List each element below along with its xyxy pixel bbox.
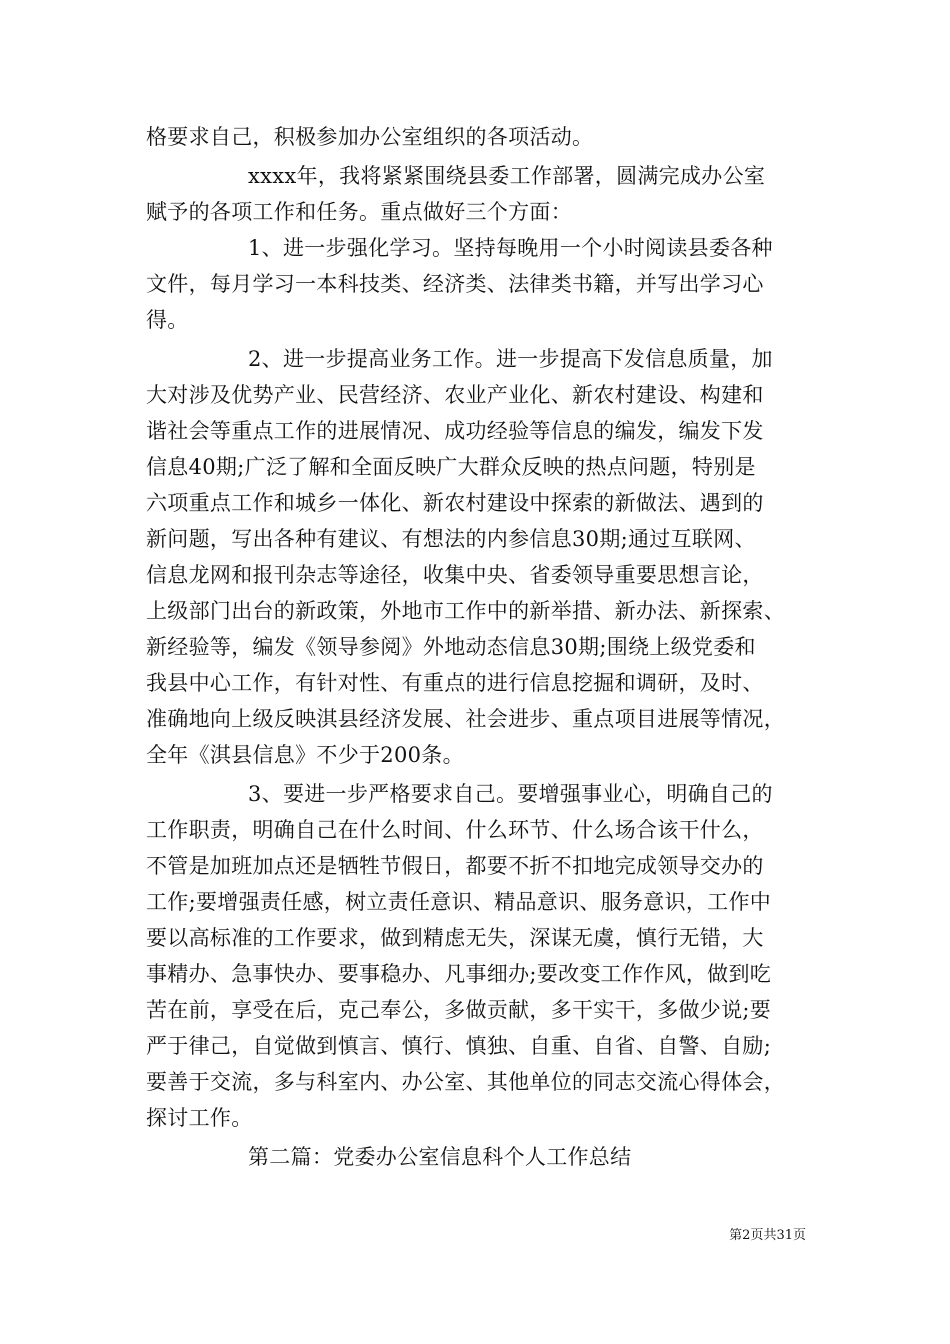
text-line: 严于律己，自觉做到慎言、慎行、慎独、自重、自省、自警、自励;: [146, 1034, 772, 1058]
text-line: 工作职责，明确自己在什么时间、什么环节、什么场合该干什么，: [146, 818, 764, 842]
section-heading: 第二篇：党委办公室信息科个人工作总结: [248, 1145, 632, 1169]
text-line: 准确地向上级反映淇县经济发展、社会进步、重点项目进展等情况，: [146, 707, 785, 731]
text-line: 全年《淇县信息》不少于200条。: [146, 743, 464, 767]
text-line: 谐社会等重点工作的进展情况、成功经验等信息的编发，编发下发: [146, 419, 764, 443]
page-number: 第2页共31页: [729, 1228, 806, 1243]
text-line: 我县中心工作，有针对性、有重点的进行信息挖掘和调研，及时、: [146, 671, 764, 695]
text-line: 新问题，写出各种有建议、有想法的内参信息30期;通过互联网、: [146, 527, 756, 551]
text-line: 事精办、急事快办、要事稳办、凡事细办;要改变工作作风，做到吃: [146, 962, 772, 986]
text-line: 新经验等，编发《领导参阅》外地动态信息30期;围绕上级党委和: [146, 635, 756, 659]
text-line: 得。: [146, 308, 189, 332]
text-line: 1、进一步强化学习。坚持每晚用一个小时阅读县委各种: [248, 236, 773, 260]
text-line: 信息40期;广泛了解和全面反映广大群众反映的热点问题，特别是: [146, 455, 756, 479]
text-line: 3、要进一步严格要求自己。要增强事业心，明确自己的: [248, 782, 773, 806]
text-line: xxxx年，我将紧紧围绕县委工作部署，圆满完成办公室: [248, 164, 766, 188]
text-line: 苦在前，享受在后，克己奉公，多做贡献，多干实干，多做少说;要: [146, 998, 772, 1022]
text-line: 信息龙网和报刊杂志等途径，收集中央、省委领导重要思想言论，: [146, 563, 764, 587]
text-line: 工作;要增强责任感，树立责任意识、精品意识、服务意识，工作中: [146, 890, 772, 914]
text-line: 文件，每月学习一本科技类、经济类、法律类书籍，并写出学习心: [146, 272, 764, 296]
text-line: 大对涉及优势产业、民营经济、农业产业化、新农村建设、构建和: [146, 383, 764, 407]
text-line: 要善于交流，多与科室内、办公室、其他单位的同志交流心得体会，: [146, 1070, 785, 1094]
text-line: 不管是加班加点还是牺牲节假日，都要不折不扣地完成领导交办的: [146, 854, 764, 878]
text-line: 要以高标准的工作要求，做到精虑无失，深谋无虞，慎行无错，大: [146, 926, 764, 950]
text-line: 探讨工作。: [146, 1106, 253, 1130]
text-line: 2、进一步提高业务工作。进一步提高下发信息质量，加: [248, 347, 773, 371]
text-line: 赋予的各项工作和任务。重点做好三个方面：: [146, 200, 572, 224]
text-line: 六项重点工作和城乡一体化、新农村建设中探索的新做法、遇到的: [146, 491, 764, 515]
text-line: 格要求自己，积极参加办公室组织的各项活动。: [146, 125, 594, 149]
text-line: 上级部门出台的新政策，外地市工作中的新举措、新办法、新探索、: [146, 599, 785, 623]
